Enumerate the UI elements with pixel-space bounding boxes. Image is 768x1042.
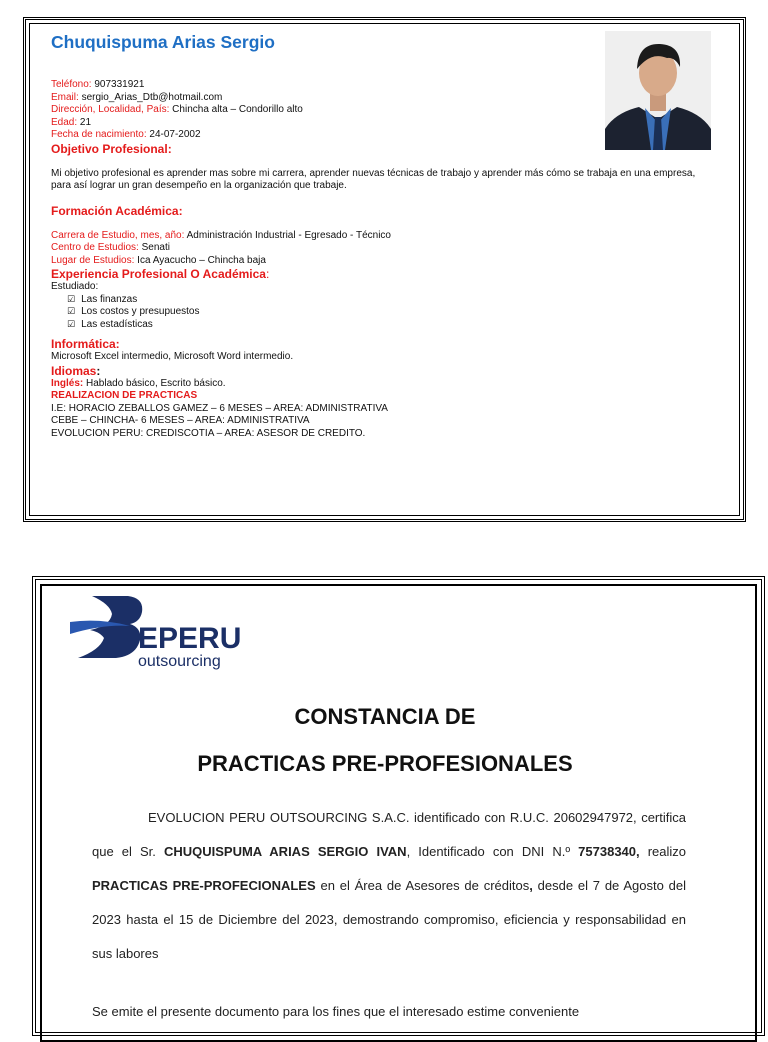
profile-photo-illustration bbox=[605, 31, 711, 150]
cv-age: Edad: 21 bbox=[51, 116, 92, 128]
certificate-title-line2: PRACTICAS PRE-PROFESIONALES bbox=[197, 751, 573, 776]
list-item: ☑ Las finanzas bbox=[67, 293, 138, 305]
objective-text: Mi objetivo profesional es aprender mas sobre mi carrera, aprender nuevas técnicas de trabajo y aprender más cómo se trabaja en una empresa, para así lograr un gran desempeño en la organización que trabaje. bbox=[51, 167, 696, 191]
internship-2: CEBE – CHINCHA- 6 MESES – AREA: ADMINISTRATIVA bbox=[51, 415, 310, 426]
education-fields bbox=[51, 230, 716, 268]
cv-address: Dirección, Localidad, País: Chincha alta – Condorillo alto bbox=[51, 104, 303, 115]
list-item: ☑ Los costos y presupuestos bbox=[67, 306, 200, 317]
checkbox-icon: ☑ bbox=[67, 294, 76, 305]
languages-heading: Idiomas: bbox=[51, 363, 101, 378]
cv-email: Email: sergio_Arias_Dtb@hotmail.com bbox=[51, 91, 223, 103]
english-line: Inglés: Hablado básico, Escrito básico. bbox=[51, 377, 226, 389]
logo-word: EPERU bbox=[138, 622, 242, 655]
it-heading: Informática: bbox=[51, 337, 120, 351]
education-heading: Formación Académica: bbox=[51, 203, 183, 218]
internships-heading: REALIZACION DE PRACTICAS bbox=[51, 390, 198, 401]
experience-heading: Experiencia Profesional O Académica: bbox=[51, 267, 270, 281]
studied-list bbox=[67, 294, 716, 332]
it-text: Microsoft Excel intermedio, Microsoft Word intermedio. bbox=[51, 351, 294, 362]
cv-birthdate: Fecha de nacimiento: 24-07-2002 bbox=[51, 129, 201, 140]
beperu-logo-mark bbox=[70, 590, 260, 670]
education-center: Centro de Estudios: Senati bbox=[51, 242, 170, 253]
certificate-paragraph-1: EVOLUCION PERU OUTSOURCING S.A.C. identificado con R.U.C. 20602947972, certifica que el Sr. CHUQUISPUMA ARIAS SERGIO IVAN, Identificado con DNI N.º 75738340, realizo PRACTICAS PRE-PROFECIONALES en el Área de Asesores de créditos, desde el 7 de Agosto del 2023 hasta el 15 de Diciembre del 2023, demostrando compromiso, eficiencia y responsabilidad en sus labores bbox=[92, 810, 686, 961]
education-place: Lugar de Estudios: Ica Ayacucho – Chincha baja bbox=[51, 254, 266, 266]
education-career: Carrera de Estudio, mes, año: Administración Industrial - Egresado - Técnico bbox=[51, 229, 391, 241]
objective-heading: Objetivo Profesional: bbox=[51, 141, 172, 156]
list-item: ☑ Las estadísticas bbox=[67, 318, 153, 330]
internship-1: I.E: HORACIO ZEBALLOS GAMEZ – 6 MESES – AREA: ADMINISTRATIVA bbox=[51, 402, 388, 414]
company-logo bbox=[70, 590, 260, 670]
certificate-paragraph-2: Se emite el presente documento para los fines que el interesado estime conveniente bbox=[92, 1004, 580, 1019]
studied-label: Estudiado: bbox=[51, 281, 99, 292]
logo-sub: outsourcing bbox=[138, 653, 221, 670]
cv-phone: Teléfono: 907331921 bbox=[51, 79, 145, 90]
certificate-title-line1: CONSTANCIA DE bbox=[294, 704, 476, 729]
profile-photo bbox=[605, 31, 711, 150]
checkbox-icon: ☑ bbox=[67, 319, 76, 330]
checkbox-icon: ☑ bbox=[67, 307, 76, 317]
cv-name: Chuquispuma Arias Sergio bbox=[51, 32, 275, 52]
internship-3: EVOLUCION PERU: CREDISCOTIA – AREA: ASESOR DE CREDITO. bbox=[51, 427, 366, 439]
